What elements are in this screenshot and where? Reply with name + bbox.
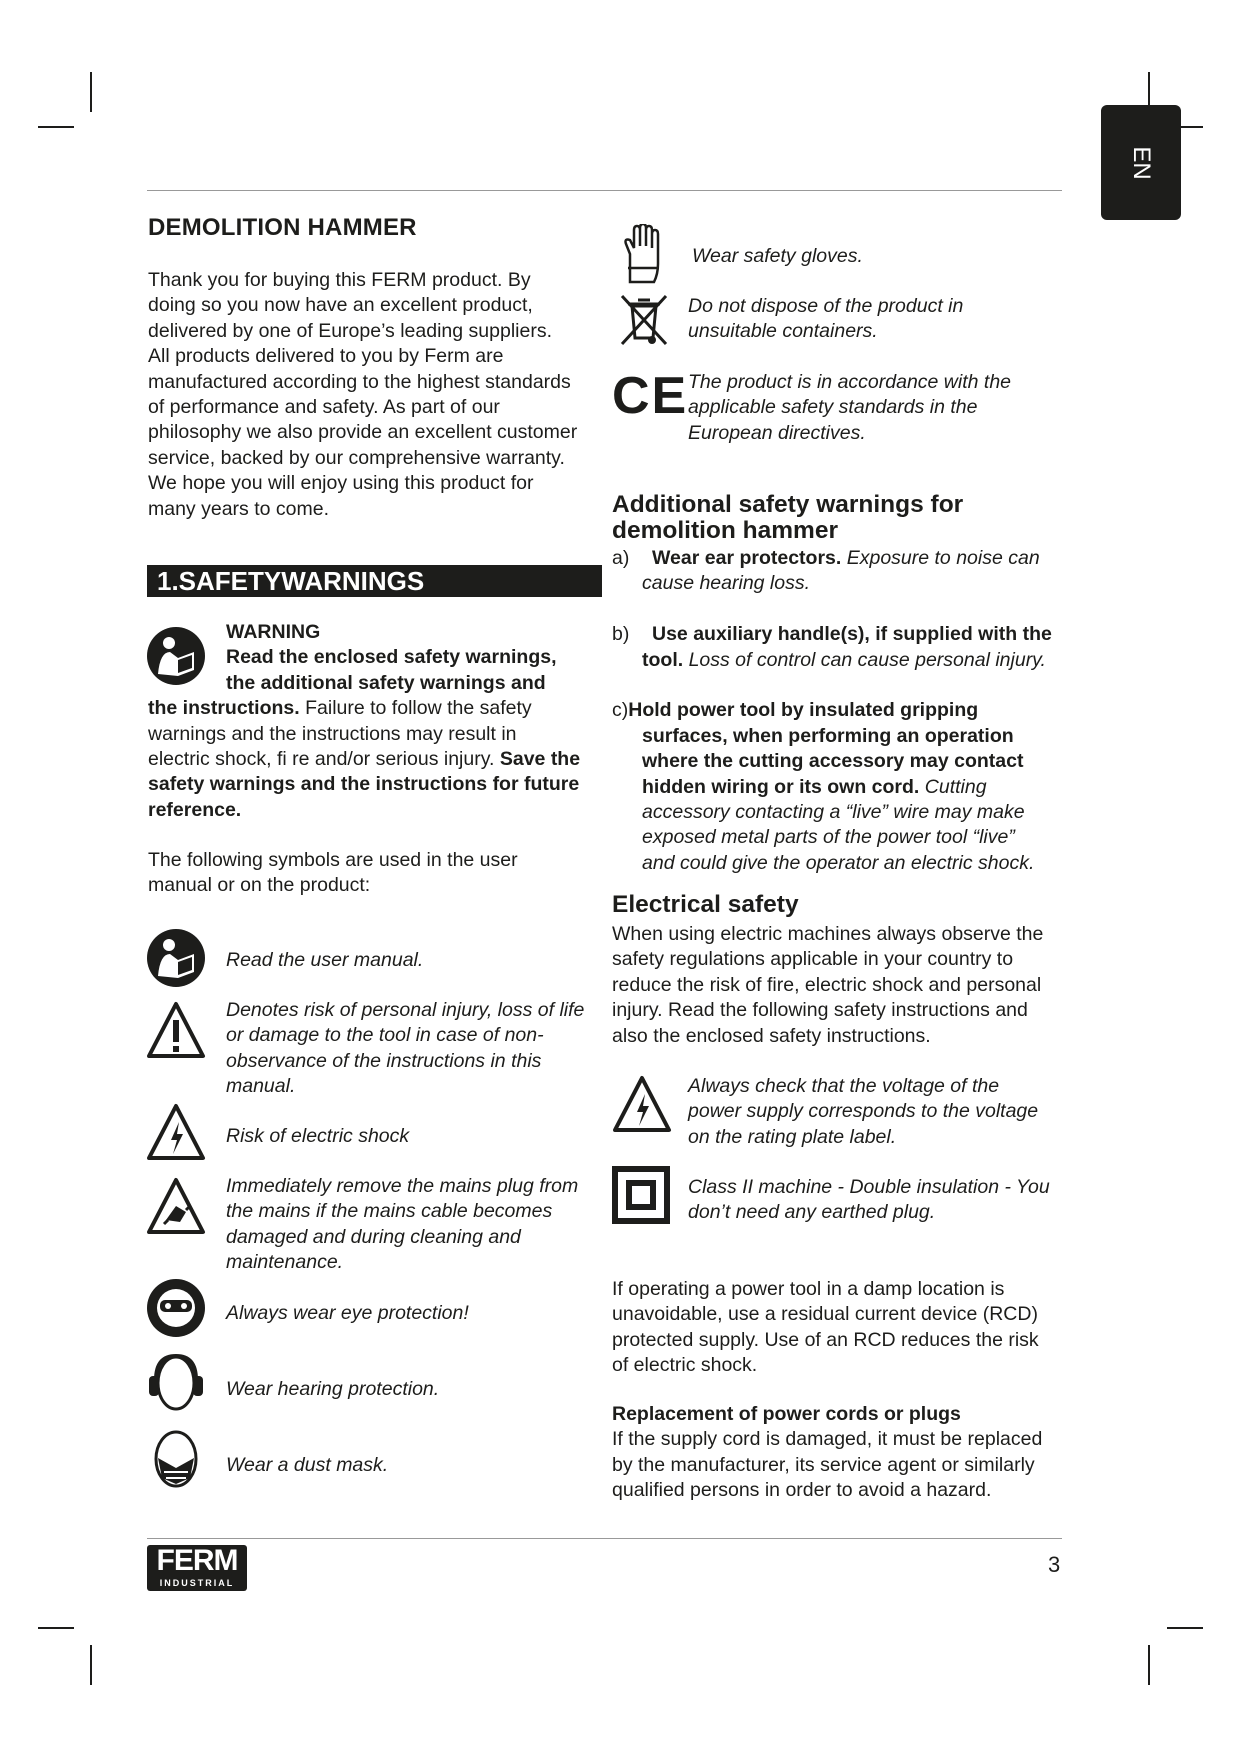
voltage-warning-icon [612, 1074, 672, 1134]
item-a: a) Wear ear protectors. Exposure to noise can [612, 547, 1040, 569]
footer-rule [147, 1538, 1062, 1539]
risk-injury-text: Denotes risk of personal injury, loss of life or damage to the tool in case of non- observance of the instructions in this manual. [226, 999, 585, 1098]
additional-warnings: a) Wear ear protectors. Exposure to noise can cause hearing loss. b) Use auxiliary handle(s), if supplied with the tool. Loss of control can cause personal injury. c)Hold power tool by insulated gripping surfaces, when performing an operation where the cutting accessory may contact hidden wiring or its own cord. Cutting accessory contacting a “live” wire may make exposed metal parts of the power tool “live” and could give the operator an electric shock. [612, 546, 1072, 876]
replacement-section: Replacement of power cords or plugs If the supply cord is damaged, it must be replaced by the manufacturer, its service agent or similarly qualified persons in order to avoid a hazard. [612, 1402, 1082, 1504]
crop-mark [90, 72, 92, 112]
eye-protection-icon [146, 1278, 206, 1338]
intro-paragraph: Thank you for buying this FERM product. By doing so you now have an excellent product, delivered by one of Europe’s leading suppliers. All products delivered to you by Ferm are manufactured according to the highest standards of performance and safety. As part of our philosophy we also provide an excellent customer service, backed by our comprehensive warranty. We hope you will enjoy using this product for many years to come. [148, 269, 578, 520]
additional-heading: Additional safety warnings for demolition hammer [612, 491, 964, 544]
hearing-protection-text: Wear hearing protection. [226, 1378, 440, 1400]
crossed-bin-icon [618, 292, 670, 348]
warning-block: WARNING Read the enclosed safety warnings, the additional safety warnings and the instructions. Failure to follow the safety warnings and the instructions may result in electric shock, fi re and/or serious injury. Save the safety warnings and the instructions for future reference. [148, 620, 608, 823]
electric-shock-text: Risk of electric shock [226, 1125, 410, 1147]
class2-text: Class II machine - Double insulation - You don’t need any earthed plug. [688, 1176, 1050, 1224]
warning-triangle-icon [146, 1000, 206, 1060]
read-manual-text: Read the user manual. [226, 949, 424, 971]
language-tab [1101, 105, 1181, 220]
remove-plug-icon [146, 1176, 206, 1236]
symbols-intro: The following symbols are used in the user manual or on the product: [148, 849, 518, 897]
ce-text: The product is in accordance with the applicable safety standards in the European directives. [688, 371, 1012, 444]
hearing-protection-icon [146, 1352, 206, 1414]
warning-label: WARNING [226, 621, 321, 643]
crop-mark [38, 1627, 74, 1629]
crop-mark [1148, 1645, 1150, 1685]
remove-plug-text: Immediately remove the mains plug from the mains if the mains cable becomes damaged and during cleaning and maintenance. [226, 1175, 579, 1274]
language-tab-label: EN [1128, 145, 1155, 180]
crop-mark [90, 1645, 92, 1685]
logo-brand: FERM [156, 1544, 238, 1577]
safety-gloves-icon [618, 224, 670, 284]
section-heading: 1.SAFETYWARNINGS [147, 565, 602, 597]
gloves-text: Wear safety gloves. [692, 245, 863, 267]
eye-protection-text: Always wear eye protection! [226, 1302, 469, 1324]
double-insulation-icon [612, 1166, 670, 1224]
product-title: DEMOLITION HAMMER [148, 214, 417, 241]
electrical-heading: Electrical safety [612, 891, 799, 918]
item-b: b) Use auxiliary handle(s), if supplied with the [612, 623, 1052, 646]
page-number: 3 [1048, 1552, 1061, 1577]
crop-mark [1167, 1627, 1203, 1629]
rcd-paragraph: If operating a power tool in a damp location is unavoidable, use a residual current device (RCD) protected supply. Use of an RCD reduces the risk of electric shock. [612, 1278, 1039, 1377]
ce-mark-icon: CE [612, 367, 689, 425]
electrical-paragraph: When using electric machines always observe the safety regulations applicable in your country to reduce the risk of fire, electric shock and personal injury. Read the following safety instructions and also the enclosed safety instructions. [612, 923, 1044, 1047]
item-c: c)Hold power tool by insulated gripping [612, 699, 979, 722]
crop-mark [38, 126, 74, 128]
read-manual-icon [146, 928, 206, 988]
replacement-heading: Replacement of power cords or plugs [612, 1403, 961, 1425]
electric-shock-icon [146, 1102, 206, 1162]
voltage-text: Always check that the voltage of the power supply corresponds to the voltage on the rating plate label. [688, 1075, 1039, 1148]
ferm-logo [147, 1545, 247, 1591]
dust-mask-icon [146, 1428, 206, 1490]
dust-mask-text: Wear a dust mask. [226, 1454, 389, 1476]
dispose-text: Do not dispose of the product in unsuitable containers. [688, 295, 964, 343]
logo-sub: INDUSTRIAL [159, 1578, 235, 1588]
header-rule [147, 190, 1062, 191]
